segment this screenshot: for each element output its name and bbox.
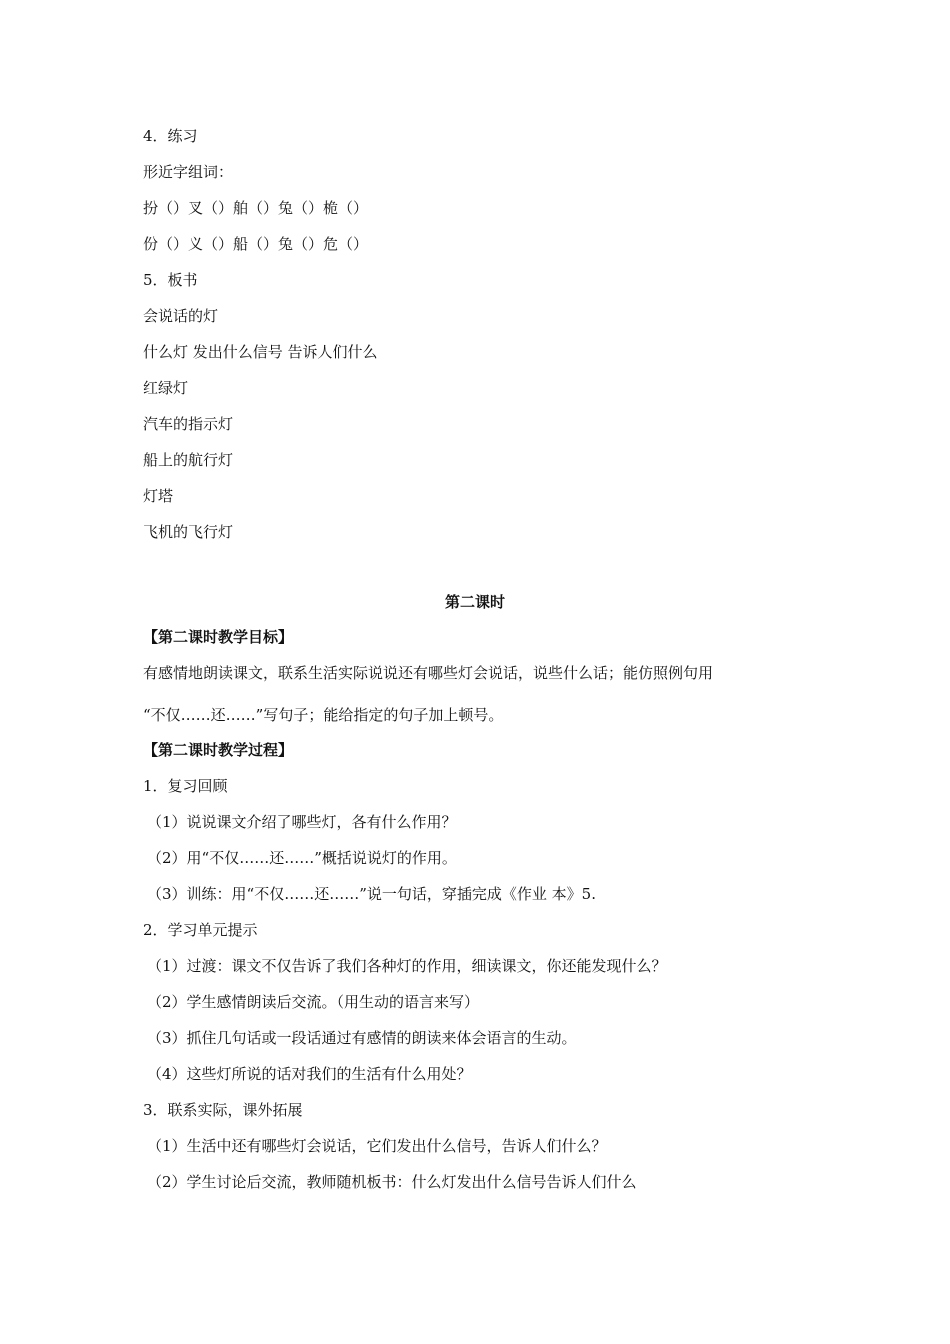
- lesson-two-title: 第二课时: [444, 593, 505, 611]
- goal-text-line-2: “不仅……还……”写句子；能给指定的句子加上顿号。: [143, 706, 504, 724]
- step-2-item: （1）过渡：课文不仅告诉了我们各种灯的作用，细读课文，你还能发现什么？: [147, 957, 667, 975]
- step-2-heading: 2．学习单元提示: [143, 921, 258, 939]
- step-1-item: （3）训练：用“不仅……还……”说一句话，穿插完成《作业 本》5.: [147, 885, 596, 903]
- step-2-item: （3）抓住几句话或一段话通过有感情的朗读来体会语言的生动。: [147, 1029, 577, 1047]
- board-item: 飞机的飞行灯: [143, 523, 234, 541]
- board-item: 红绿灯: [143, 379, 189, 397]
- goal-text-line-1: 有感情地朗读课文，联系生活实际说说还有哪些灯会说话，说些什么话；能仿照例句用: [143, 664, 714, 682]
- step-1-heading: 1．复习回顾: [143, 777, 228, 795]
- goal-heading: 【第二课时教学目标】: [143, 628, 294, 646]
- similar-words-row-2: 份（）义（）船（）兔（）危（）: [143, 235, 369, 253]
- step-1-item: （2）用“不仅……还……”概括说说灯的作用。: [147, 849, 457, 867]
- step-2-item: （4）这些灯所说的话对我们的生活有什么用处？: [147, 1065, 472, 1083]
- step-2-item: （2）学生感情朗读后交流。（用生动的语言来写）: [147, 993, 480, 1011]
- similar-words-row-1: 扮（）叉（）舶（）兔（）桅（）: [143, 199, 369, 217]
- step-3-heading: 3．联系实际，课外拓展: [143, 1101, 303, 1119]
- step-3-item: （1）生活中还有哪些灯会说话，它们发出什么信号，告诉人们什么？: [147, 1137, 607, 1155]
- process-heading: 【第二课时教学过程】: [143, 741, 294, 759]
- board-columns: 什么灯 发出什么信号 告诉人们什么: [143, 343, 378, 361]
- board-item: 汽车的指示灯: [143, 415, 234, 433]
- practice-heading: 4．练习: [143, 127, 198, 145]
- step-3-item: （2）学生讨论后交流，教师随机板书：什么灯发出什么信号告诉人们什么: [147, 1173, 637, 1191]
- similar-words-label: 形近字组词：: [143, 163, 234, 181]
- board-title: 会说话的灯: [143, 307, 219, 325]
- board-item: 船上的航行灯: [143, 451, 234, 469]
- board-item: 灯塔: [143, 487, 174, 505]
- board-heading: 5．板书: [143, 271, 198, 289]
- step-1-item: （1）说说课文介绍了哪些灯，各有什么作用？: [147, 813, 457, 831]
